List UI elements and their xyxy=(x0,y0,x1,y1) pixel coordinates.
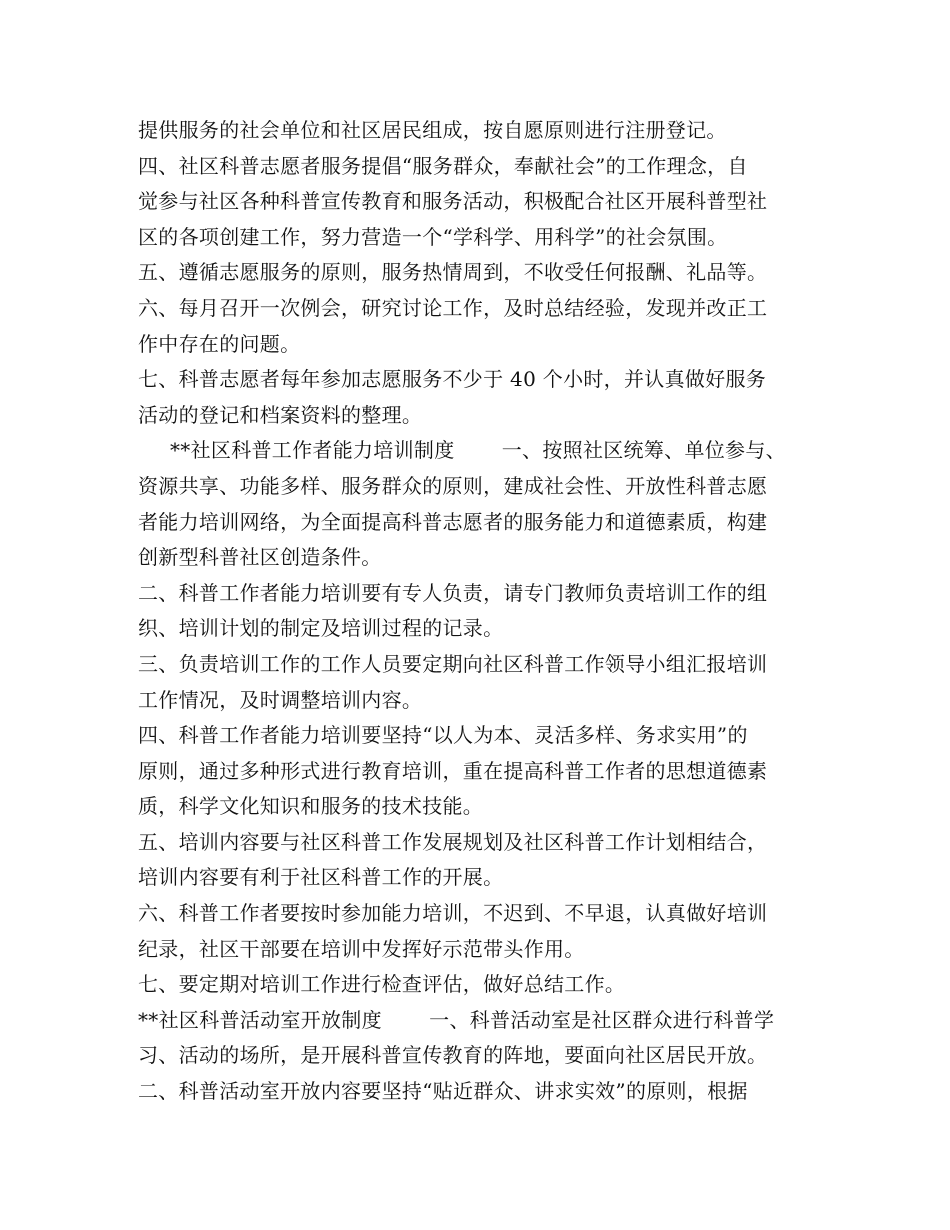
text-line: 二、科普工作者能力培训要有专人负责，请专门教师负责培训工作的组 xyxy=(138,580,768,605)
text-line: 资源共享、功能多样、服务群众的原则，建成社会性、开放性科普志愿 xyxy=(138,473,768,498)
text-line: 二、科普活动室开放内容要坚持“贴近群众、讲求实效”的原则，根据 xyxy=(138,1079,748,1104)
text-line: 织、培训计划的制定及培训过程的记录。 xyxy=(138,616,504,641)
paragraph-training-principle xyxy=(138,718,838,825)
paragraph-volunteer-philosophy xyxy=(138,149,838,256)
text-line: 者能力培训网络，为全面提高科普志愿者的服务能力和道德素质，构建 xyxy=(138,509,768,534)
paragraph-training-system xyxy=(138,433,838,575)
text-line: 四、科普工作者能力培训要坚持“以人为本、灵活多样、务求实用”的 xyxy=(138,723,748,748)
paragraph-volunteer-principle xyxy=(138,255,838,291)
text-line: 质，科学文化知识和服务的技术技能。 xyxy=(138,794,484,819)
text-line: 培训内容要有利于社区科普工作的开展。 xyxy=(138,865,504,890)
text-line: 七、科普志愿者每年参加志愿服务不少于 40 个小时，并认真做好服务 xyxy=(138,367,767,392)
text-line: 六、科普工作者要按时参加能力培训，不迟到、不早退，认真做好培训 xyxy=(138,901,768,926)
text-line: 提供服务的社会单位和社区居民组成，按自愿原则进行注册登记。 xyxy=(138,118,727,142)
text-line: 活动的登记和档案资料的整理。 xyxy=(138,402,423,427)
text-line: 原则，通过多种形式进行教育培训，重在提高科普工作者的思想道德素 xyxy=(138,758,768,783)
paragraph-service-hours xyxy=(138,362,838,433)
paragraph-training-content xyxy=(138,825,838,896)
paragraph-activity-content xyxy=(138,1074,838,1110)
text-line: 作中存在的问题。 xyxy=(138,331,301,356)
text-line: 区的各项创建工作，努力营造一个“学科学、用科学”的社会氛围。 xyxy=(138,224,728,249)
paragraph-activity-room xyxy=(138,1003,838,1074)
text-line: 五、遵循志愿服务的原则，服务热情周到，不收受任何报酬、礼品等。 xyxy=(138,260,768,285)
text-line: 五、培训内容要与社区科普工作发展规划及社区科普工作计划相结合， xyxy=(138,829,768,854)
text-line: 纪录，社区干部要在培训中发挥好示范带头作用。 xyxy=(138,936,585,961)
paragraph-training-staff xyxy=(138,576,838,647)
text-line: **社区科普工作者能力培训制度 一、按照社区统筹、单位参与、 xyxy=(170,438,786,463)
document-body xyxy=(138,113,838,1110)
text-line: 四、社区科普志愿者服务提倡“服务群众，奉献社会”的工作理念，自 xyxy=(138,153,748,178)
text-line: **社区科普活动室开放制度 一、科普活动室是社区群众进行科普学 xyxy=(138,1007,775,1032)
text-line: 觉参与社区各种科普宣传教育和服务活动，积极配合社区开展科普型社 xyxy=(138,189,768,214)
paragraph-training-attendance xyxy=(138,896,838,967)
paragraph-training-report xyxy=(138,647,838,718)
paragraph-registration xyxy=(138,113,838,149)
paragraph-monthly-meeting xyxy=(138,291,838,362)
text-line: 工作情况，及时调整培训内容。 xyxy=(138,687,423,712)
text-line: 创新型科普社区创造条件。 xyxy=(138,545,382,570)
text-line: 习、活动的场所，是开展科普宣传教育的阵地，要面向社区居民开放。 xyxy=(138,1043,768,1068)
text-line: 三、负责培训工作的工作人员要定期向社区科普工作领导小组汇报培训 xyxy=(138,651,768,676)
text-line: 六、每月召开一次例会，研究讨论工作，及时总结经验，发现并改正工 xyxy=(138,295,768,320)
paragraph-training-evaluation xyxy=(138,967,838,1003)
text-line: 七、要定期对培训工作进行检查评估，做好总结工作。 xyxy=(138,972,626,997)
